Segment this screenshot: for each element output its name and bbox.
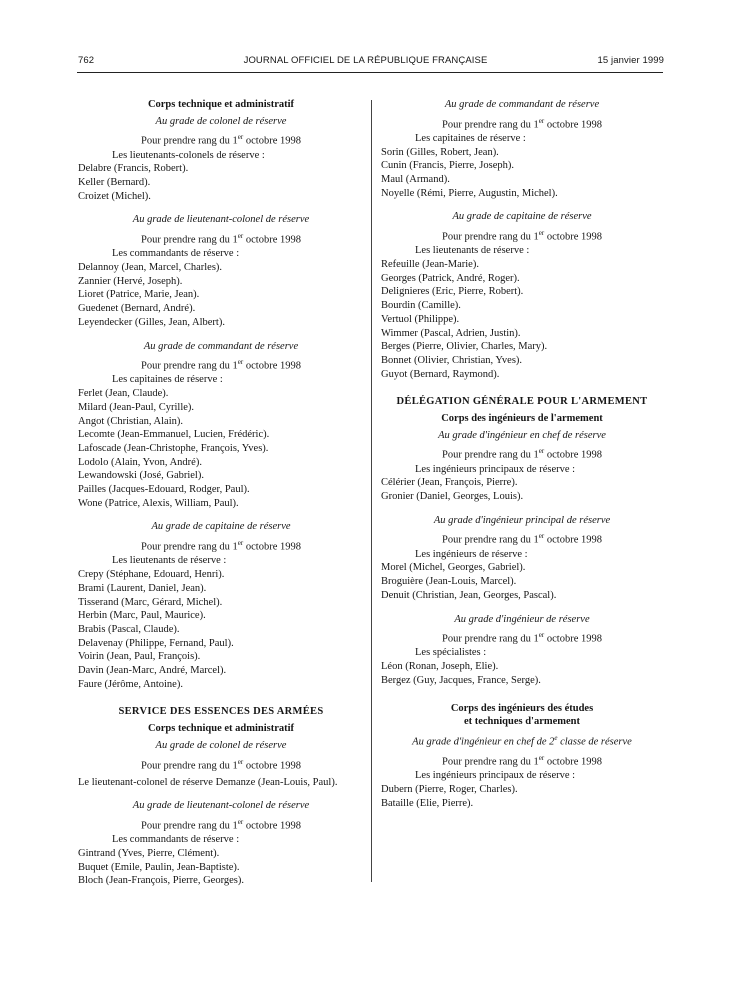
grade-heading: Au grade de capitaine de réserve — [151, 521, 291, 533]
list-item: Croizet (Michel). — [78, 190, 151, 202]
right-column — [381, 98, 663, 810]
list-item: Herbin (Marc, Paul, Maurice). — [78, 610, 206, 622]
grade-heading: Au grade d'ingénieur en chef de réserve — [438, 429, 606, 441]
corps-heading-line2: et techniques d'armement — [463, 716, 581, 728]
journal-title: JOURNAL OFFICIEL DE LA RÉPUBLIQUE FRANÇAISE — [243, 55, 488, 66]
rank-date: Pour prendre rang du 1er octobre 1998 — [140, 818, 301, 832]
list-item: Refeuille (Jean-Marie). — [381, 259, 479, 271]
list-item: Lewandowski (José, Gabriel). — [78, 470, 204, 482]
list-item: Delabre (Francis, Robert). — [78, 163, 189, 175]
list-item: Bergez (Guy, Jacques, France, Serge). — [381, 674, 541, 686]
list-item: Pailles (Jacques-Edouard, Rodger, Paul). — [78, 484, 250, 496]
list-item: Wimmer (Pascal, Adrien, Justin). — [381, 327, 521, 339]
list-intro: Les commandants de réserve : — [112, 834, 240, 846]
list-item: Delignieres (Eric, Pierre, Robert). — [381, 286, 524, 298]
list-item: Morel (Michel, Georges, Gabriel). — [381, 562, 526, 574]
list-item: Georges (Patrick, André, Roger). — [381, 272, 520, 284]
list-intro: Les ingénieurs principaux de réserve : — [415, 770, 576, 782]
list-item: Buquet (Emile, Paulin, Jean-Baptiste). — [78, 861, 240, 873]
corps-heading: Corps technique et administratif — [147, 723, 295, 735]
list-item: Gronier (Daniel, Georges, Louis). — [381, 491, 524, 503]
list-item: Denuit (Christian, Jean, Georges, Pascal). — [381, 589, 557, 601]
list-item: Brami (Laurent, Daniel, Jean). — [78, 582, 207, 594]
list-item: Wone (Patrice, Alexis, William, Paul). — [78, 497, 239, 509]
grade-heading: Au grade d'ingénieur principal de réserve — [433, 514, 611, 526]
list-item: Bonnet (Olivier, Christian, Yves). — [381, 354, 523, 366]
list-intro: Les spécialistes : — [415, 647, 487, 659]
grade-heading: Au grade de commandant de réserve — [143, 340, 299, 352]
corps-heading-line1: Corps des ingénieurs des études — [450, 702, 594, 714]
header-rule — [77, 72, 663, 73]
list-intro: Les ingénieurs de réserve : — [415, 548, 528, 560]
list-intro: Les lieutenants de réserve : — [112, 555, 227, 567]
list-item: Broguière (Jean-Louis, Marcel). — [381, 576, 517, 588]
list-item: Bloch (Jean-François, Pierre, Georges). — [78, 875, 245, 887]
grade-heading: Au grade de colonel de réserve — [155, 115, 287, 127]
issue-date: 15 janvier 1999 — [597, 55, 664, 66]
list-item: Voirin (Jean, Paul, François). — [78, 651, 201, 663]
grade-heading: Au grade d'ingénieur en chef de 2e classe de réserve — [412, 733, 632, 748]
list-item: Gintrand (Yves, Pierre, Clément). — [78, 848, 220, 860]
list-item: Zannier (Hervé, Joseph). — [78, 275, 183, 287]
list-item: Angot (Christian, Alain). — [78, 415, 183, 427]
list-item: Keller (Bernard). — [78, 177, 151, 189]
left-column — [78, 98, 364, 888]
list-item: Berges (Pierre, Olivier, Charles, Mary). — [381, 341, 548, 353]
grade-heading: Au grade de lieutenant-colonel de réserve — [132, 214, 310, 226]
list-item: Tisserand (Marc, Gérard, Michel). — [78, 596, 223, 608]
list-intro: Les commandants de réserve : — [112, 248, 240, 260]
list-item: Crepy (Stéphane, Edouard, Henri). — [78, 569, 225, 581]
list-intro: Les lieutenants de réserve : — [415, 245, 530, 257]
rank-date: Pour prendre rang du 1er octobre 1998 — [441, 631, 602, 645]
rank-date: Pour prendre rang du 1er octobre 1998 — [441, 447, 602, 461]
single-promotion: Le lieutenant-colonel de réserve Demanze (Jean-Louis, Paul). — [78, 776, 338, 788]
list-item: Léon (Ronan, Joseph, Elie). — [381, 661, 499, 673]
list-item: Brabis (Pascal, Claude). — [78, 623, 180, 635]
list-item: Sorin (Gilles, Robert, Jean). — [381, 146, 499, 158]
corps-heading: Corps des ingénieurs de l'armement — [441, 413, 603, 425]
list-intro: Les ingénieurs principaux de réserve : — [415, 463, 576, 475]
grade-heading: Au grade de commandant de réserve — [444, 99, 600, 110]
list-item: Cunin (Francis, Pierre, Joseph). — [381, 160, 514, 172]
list-intro: Les lieutenants-colonels de réserve : — [112, 149, 265, 161]
rank-date: Pour prendre rang du 1er octobre 1998 — [441, 229, 602, 243]
grade-heading: Au grade d'ingénieur de réserve — [454, 613, 590, 625]
list-item: Davin (Jean-Marc, André, Marcel). — [78, 665, 227, 677]
rank-date: Pour prendre rang du 1er octobre 1998 — [140, 133, 301, 147]
list-item: Lioret (Patrice, Marie, Jean). — [78, 289, 200, 301]
list-item: Faure (Jérôme, Antoine). — [78, 678, 183, 690]
list-item: Delannoy (Jean, Marcel, Charles). — [78, 262, 223, 274]
rank-date: Pour prendre rang du 1er octobre 1998 — [140, 539, 301, 553]
list-item: Bourdin (Camille). — [381, 300, 461, 312]
list-item: Bataille (Elie, Pierre). — [381, 797, 474, 809]
list-item: Dubern (Pierre, Roger, Charles). — [381, 784, 518, 796]
list-item: Guyot (Bernard, Raymond). — [381, 368, 500, 380]
grade-heading: Au grade de colonel de réserve — [155, 739, 287, 751]
delegation-heading: DÉLÉGATION GÉNÉRALE POUR L'ARMEMENT — [396, 396, 648, 408]
list-item: Lodolo (Alain, Yvon, André). — [78, 456, 202, 468]
rank-date: Pour prendre rang du 1er octobre 1998 — [140, 757, 301, 772]
service-heading: SERVICE DES ESSENCES DES ARMÉES — [118, 706, 324, 718]
corps-heading: Corps technique et administratif — [147, 99, 295, 110]
list-item: Noyelle (Rémi, Pierre, Augustin, Michel). — [381, 187, 558, 199]
list-item: Maul (Armand). — [381, 174, 450, 186]
grade-heading: Au grade de capitaine de réserve — [452, 211, 592, 223]
list-item: Delavenay (Philippe, Fernand, Paul). — [78, 637, 234, 649]
list-item: Vertuol (Philippe). — [381, 313, 460, 325]
page-number: 762 — [78, 55, 95, 66]
list-intro: Les capitaines de réserve : — [112, 374, 223, 386]
list-item: Lafoscade (Jean-Christophe, François, Yves). — [78, 442, 269, 454]
list-item: Ferlet (Jean, Claude). — [78, 388, 169, 400]
list-item: Guedenet (Bernard, André). — [78, 303, 196, 315]
rank-date: Pour prendre rang du 1er octobre 1998 — [441, 532, 602, 546]
list-item: Leyendecker (Gilles, Jean, Albert). — [78, 316, 225, 328]
list-intro: Les capitaines de réserve : — [415, 132, 526, 144]
rank-date: Pour prendre rang du 1er octobre 1998 — [441, 116, 602, 131]
list-item: Milard (Jean-Paul, Cyrille). — [78, 401, 195, 413]
list-item: Lecomte (Jean-Emmanuel, Lucien, Frédéric). — [78, 429, 270, 441]
list-item: Célérier (Jean, François, Pierre). — [381, 477, 518, 489]
rank-date: Pour prendre rang du 1er octobre 1998 — [441, 754, 602, 768]
column-divider — [371, 100, 372, 882]
grade-heading: Au grade de lieutenant-colonel de réserve — [132, 800, 310, 812]
rank-date: Pour prendre rang du 1er octobre 1998 — [140, 358, 301, 372]
rank-date: Pour prendre rang du 1er octobre 1998 — [140, 232, 301, 246]
